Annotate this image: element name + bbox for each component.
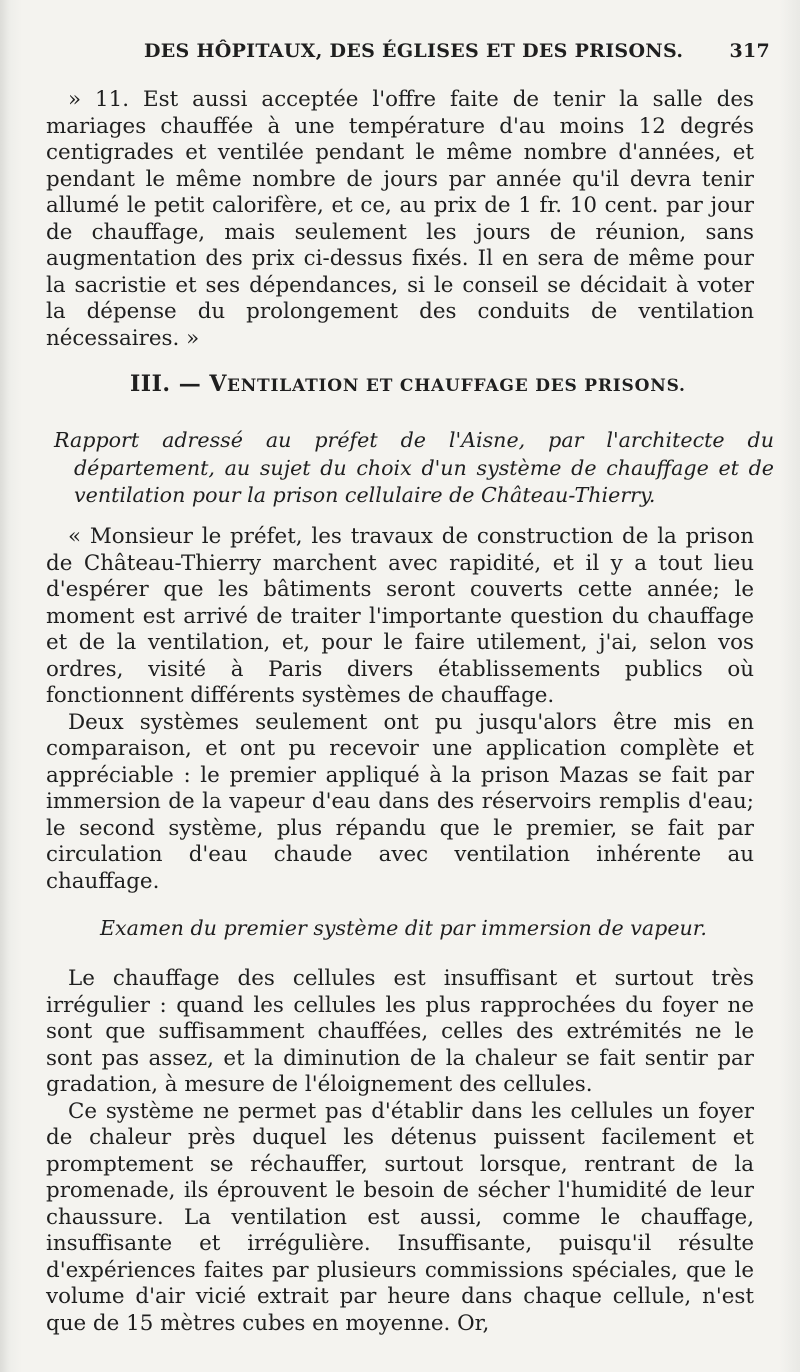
section-title-rest: ENTILATION ET CHAUFFAGE DES PRISONS.: [226, 376, 686, 396]
paragraph: » 11. Est aussi acceptée l'offre faite de tenir la salle des mariages chauffée à une température d'au moins 12 degrés centigrades et ventilée pendant le même nombre d'années, et pendant le même nombre de jours par année qu'il devra tenir allumé le petit calorifère, et ce, au prix de 1 fr. 10 cent. par jour de chauffage, mais seulement les jours de réunion, sans augmentation des prix ci-dessus fixés. Il en sera de même pour la sacristie et ses dépendances, si le conseil se décidait à voter la dépense du prolongement des conduits de ventilation nécessaires. »: [46, 87, 754, 351]
paragraph: Le chauffage des cellules est insuffisant et surtout très irrégulier : quand les cellules les plus rapprochées du foyer ne sont que suffisamment chauffées, celles des extrémités ne le sont pas assez, et la diminution de la chaleur se fait sentir par gradation, à mesure de l'éloignement des cellules.: [46, 966, 754, 1097]
page-header: [46, 40, 770, 72]
section-heading: [130, 371, 686, 397]
text-block-top: [46, 87, 754, 352]
section-number: III. —: [130, 371, 202, 397]
section-title-initial: V: [209, 371, 227, 397]
paragraph: Ce système ne permet pas d'établir dans les cellules un foyer de chaleur près duquel les détenus puissent facilement et promptement se réchauffer, surtout lorsque, rentrant de la promenade, ils éprouvent le besoin de sécher l'humidité de leur chaussure. La ventilation est aussi, comme le chauffage, insuffisante et irrégulière. Insuffisante, puisqu'il résulte d'expériences faites par plusieurs commissions spéciales, que le volume d'air vicié extrait par heure dans chaque cellule, n'est que de 15 mètres cubes en moyenne. Or,: [46, 1098, 754, 1336]
running-title: DES HÔPITAUX, DES ÉGLISES ET DES PRISONS.: [144, 40, 684, 62]
paragraph: « Monsieur le préfet, les travaux de construction de la prison de Château-Thierry marchent avec rapidité, et il y a tout lieu d'espérer que les bâtiments seront couverts cette année; le moment est arrivé de traiter l'importante question du chauffage et de la ventilation, et, pour le faire utilement, j'ai, selon vos ordres, visité à Paris divers établissements publics où fonctionnent différents systèmes de chauffage.: [46, 524, 754, 708]
text-block-middle: [46, 524, 754, 895]
subheading: Examen du premier système dit par immersion de vapeur.: [100, 916, 707, 940]
page-number: 317: [729, 40, 770, 62]
text-block-bottom: [46, 966, 754, 1337]
paragraph: Deux systèmes seulement ont pu jusqu'alors être mis en comparaison, et ont pu recevoir une application complète et appréciable : le premier appliqué à la prison Mazas se fait par immersion de la vapeur d'eau dans des réservoirs remplis d'eau; le second système, plus répandu que le premier, se fait par circulation d'eau chaude avec ventilation inhérente au chauffage.: [46, 709, 754, 894]
report-title: Rapport adressé au préfet de l'Aisne, par l'architecte du département, au sujet du choix d'un système de chauffage et de ventilation pour la prison cellulaire de Château-Thierry.: [54, 428, 774, 507]
